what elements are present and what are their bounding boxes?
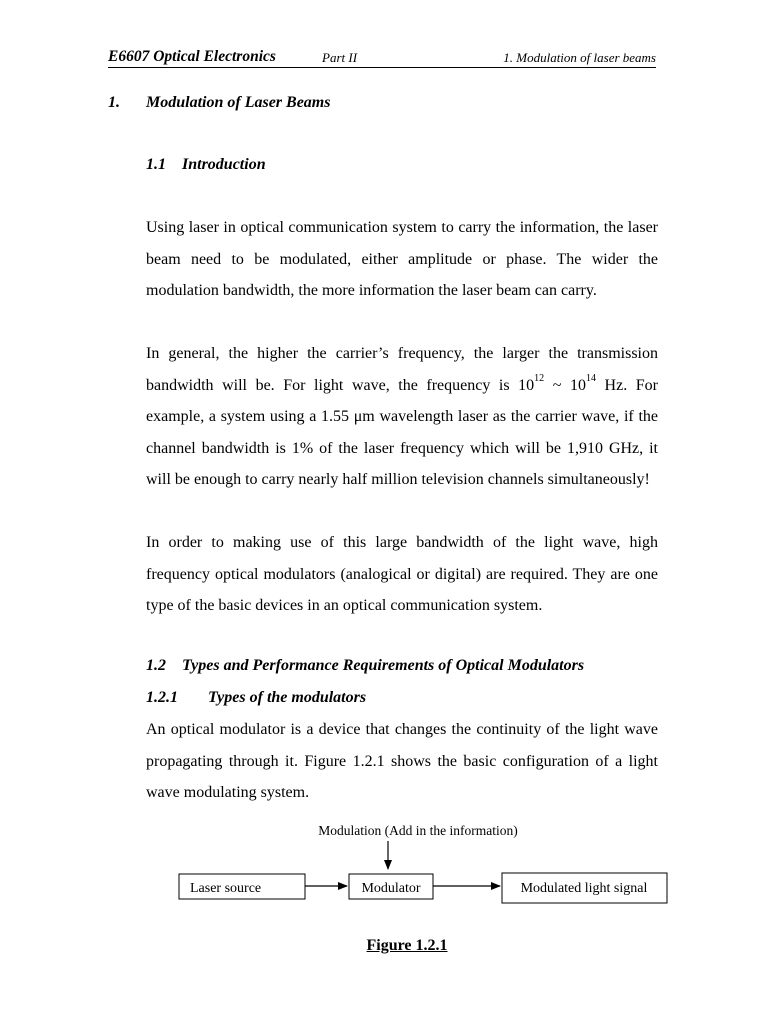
- laser-source-label: Laser source: [190, 881, 262, 896]
- section-heading-1-2: [146, 657, 584, 675]
- section-title: Introduction: [182, 156, 266, 173]
- page-header: [108, 47, 656, 68]
- modulation-label: Modulation (Add in the information): [318, 823, 518, 838]
- paragraph-intro-2: In general, the higher the carrier’s frequency, the larger the transmission bandwidth will be. For light wave, the frequency is $10^{12}$ ~ $10^{14}$ Hz. For example, a system using a 1.55 μm wavelength laser as the carrier wave, if the channel bandwidth is 1% of the laser frequency which will be 1,910 GHz, it will be enough to carry nearly half million television channels simultaneously!: [146, 345, 658, 488]
- section-number: 1.1: [146, 156, 166, 173]
- section-heading-1-2-1: [146, 689, 366, 707]
- figure-caption: Figure 1.2.1: [366, 937, 448, 954]
- superscript-12: 12: [534, 373, 545, 385]
- section-title: Types and Performance Requirements of Optical Modulators: [182, 657, 585, 674]
- modulated-signal-label: Modulated light signal: [520, 881, 648, 896]
- chapter-title: Modulation of Laser Beams: [146, 94, 331, 111]
- chapter-heading: [108, 94, 330, 112]
- header-chapter: 1. Modulation of laser beams: [503, 50, 656, 65]
- superscript-14: 14: [585, 373, 596, 385]
- section-number: 1.2: [146, 657, 166, 674]
- paragraph-intro-1: Using laser in optical communication system to carry the information, the laser beam need to be modulated, either amplitude or phase. The wider the modulation bandwidth, the more information the laser beam can carry.: [146, 219, 658, 299]
- paragraph-modulator-types: An optical modulator is a device that changes the continuity of the light wave propagating through it. Figure 1.2.1 shows the basic configuration of a light wave modulating system.: [146, 721, 658, 801]
- laser-source-box: [179, 874, 305, 899]
- paragraph-intro-3: In order to making use of this large bandwidth of the light wave, high frequency optical modulators (analogical or digital) are required. They are one type of the basic devices in an optical communication system.: [146, 534, 658, 614]
- section-title: Types of the modulators: [208, 689, 367, 706]
- header-part: Part II: [322, 50, 358, 65]
- chapter-number: 1.: [108, 94, 120, 111]
- modulator-box: [349, 874, 433, 899]
- header-course-title: E6607 Optical Electronics: [108, 48, 276, 65]
- section-number: 1.2.1: [146, 689, 178, 706]
- section-heading-1-1: [146, 156, 266, 174]
- modulator-label: Modulator: [361, 881, 421, 896]
- modulated-signal-box: [502, 873, 667, 903]
